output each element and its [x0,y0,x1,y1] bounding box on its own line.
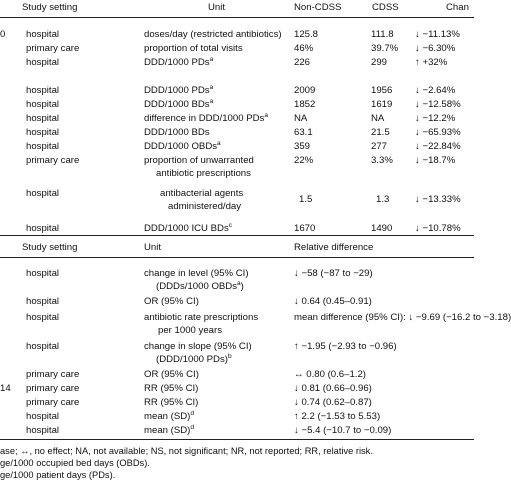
change-cell: ↓ −18.7% [415,155,456,166]
setting-cell: primary care [26,383,80,394]
footnote-marker: c [228,221,233,229]
footnote-marker: b [227,352,232,360]
setting-cell: primary care [26,43,80,54]
cdss-cell: 39.7% [371,43,399,54]
unit-cell [144,223,232,234]
non-cdss-cell: 359 [294,141,311,152]
relative-difference-cell: ↔ 0.80 (0.6–1.2) [294,369,366,380]
non-cdss-cell: 46% [294,43,314,54]
change-cell: ↓ −10.78% [415,223,461,234]
unit-cell: OR (95% CI) [144,369,199,380]
change-cell: ↑ +32% [415,57,448,68]
unit-text: (DDDs/1000 OBDs [156,281,238,292]
col-header-unit-2: Unit [144,242,162,253]
non-cdss-cell: 125.8 [294,29,319,40]
setting-cell: hospital [26,188,60,199]
non-cdss-cell: 1852 [294,99,316,110]
unit-cell-line2: per 1000 years [158,325,222,336]
setting-cell: hospital [26,411,60,422]
change-cell: ↓ −22.84% [415,141,461,152]
setting-cell: hospital [26,99,60,110]
setting-cell: hospital [26,85,60,96]
change-cell: ↓ −65.93% [415,127,461,138]
unit-cell: OR (95% CI) [144,296,199,307]
non-cdss-cell: 22% [294,155,314,166]
relative-difference-cell: mean difference (95% CI): ↓ −9.69 (−16.2 to −3.18) [294,312,511,323]
cdss-cell: 1490 [371,223,393,234]
setting-cell: hospital [26,127,60,138]
setting-cell: hospital [26,425,60,436]
non-cdss-cell: 1670 [294,223,316,234]
footnote-line: ge/1000 patient days (PDs). [0,470,116,480]
unit-cell [144,99,213,110]
unit-text: DDD/1000 ICU BDs [144,223,229,234]
col-header-non-cdss: Non-CDSS [294,2,342,13]
unit-cell [144,85,213,96]
col-header-unit: Unit [208,2,226,13]
unit-cell-line2: antibiotic prescriptions [156,168,251,179]
relative-difference-cell: ↓ 0.64 (0.45–0.91) [294,296,372,307]
col-header-setting-2: Study setting [22,242,78,253]
change-cell: ↓ −13.33% [415,194,461,205]
unit-text: DDD/1000 PDs [144,85,210,96]
unit-cell: RR (95% CI) [144,397,199,408]
unit-cell [144,113,268,124]
setting-cell: hospital [26,296,60,307]
table-bottom-rule [0,439,474,440]
col-header-cdss: CDSS [372,2,399,13]
relative-difference-cell: ↑ −1.95 (−2.93 to −0.96) [294,341,397,352]
cdss-cell: NA [371,113,385,124]
setting-cell: primary care [26,155,80,166]
setting-cell: hospital [26,57,60,68]
non-cdss-cell: 2009 [294,85,316,96]
relative-difference-cell: ↓ 0.74 (0.62–0.87) [294,397,372,408]
footnote-marker: d [190,409,195,417]
footnote-marker: a [209,97,214,105]
unit-text: DDD/1000 PDs [144,57,210,68]
setting-cell: hospital [26,312,60,323]
relative-difference-cell: ↑ 2.2 (−1.53 to 5.53) [294,411,381,422]
unit-cell-line2: administered/day [168,201,242,212]
cdss-cell: 3.3% [371,155,393,166]
setting-cell: hospital [26,341,60,352]
setting-cell: hospital [26,141,60,152]
unit-cell: proportion of unwarranted [144,155,254,166]
footnote-marker: a [264,111,268,119]
footnote-marker: a [237,279,241,287]
unit-text: mean (SD) [144,425,191,436]
footnote-marker: a [209,83,214,91]
unit-cell [144,425,194,436]
col-header-setting: Study setting [22,2,78,13]
change-cell: ↓ −12.2% [415,113,456,124]
unit-cell: change in level (95% CI) [144,268,249,279]
unit-cell: antibacterial agents [160,188,244,199]
setting-cell: primary care [26,369,80,380]
unit-cell [144,411,194,422]
relative-difference-cell: ↓ −5.4 (−10.7 to −0.09) [294,425,392,436]
cdss-cell: 1.3 [376,194,390,205]
study-ref: 14 [0,383,11,394]
header-rule [0,17,474,18]
unit-cell [144,57,213,68]
unit-cell [144,141,221,152]
unit-cell-line2 [156,281,244,292]
change-cell: ↓ −11.13% [415,29,460,40]
cdss-cell: 277 [371,141,388,152]
unit-text: (DDD/1000 PDs) [156,354,228,365]
unit-cell: proportion of total visits [144,43,243,54]
non-cdss-cell: 226 [294,57,311,68]
unit-text: difference in DDD/1000 PDs [144,113,265,124]
section-divider [0,235,474,236]
unit-text: DDD/1000 OBDs [144,141,218,152]
unit-cell: RR (95% CI) [144,383,199,394]
cdss-cell: 21.5 [371,127,390,138]
unit-cell: antibiotic rate prescriptions [144,312,259,323]
relative-difference-cell: ↓ 0.81 (0.66–0.96) [294,383,372,394]
relative-difference-cell: ↓ −58 (−87 to −29) [294,268,373,279]
setting-cell: hospital [26,113,60,124]
footnote-line: ge/1000 occupied bed days (OBDs). [0,458,150,468]
change-cell: ↓ −12.58% [415,99,461,110]
non-cdss-cell: 63.1 [294,127,313,138]
header-rule-2 [0,257,474,258]
footnote-marker: d [190,423,195,431]
unit-text: DDD/1000 BDs [144,99,210,110]
unit-cell: change in slope (95% CI) [144,341,252,352]
unit-text: mean (SD) [144,411,191,422]
setting-cell: hospital [26,268,60,279]
footnote-line: ase; ↔, no effect; NA, not available; NS, not significant; NR, not reported; RR, relative risk. [0,446,373,456]
setting-cell: hospital [26,223,60,234]
col-header-relative-difference: Relative difference [294,242,374,253]
cdss-cell: 1619 [371,99,393,110]
cdss-cell: 1956 [371,85,393,96]
cdss-cell: 111.8 [371,29,394,40]
unit-cell-line2 [156,354,232,365]
unit-cell: doses/day (restricted antibiotics) [144,29,282,40]
unit-text-tail: ) [240,281,244,292]
change-cell: ↓ −6.30% [415,43,456,54]
non-cdss-cell: 1.5 [299,194,313,205]
study-ref: 0 [0,29,6,40]
cdss-cell: 299 [371,57,388,68]
footnote-marker: a [209,55,214,63]
setting-cell: primary care [26,397,80,408]
non-cdss-cell: NA [294,113,308,124]
col-header-change: Chan [446,2,469,13]
unit-cell: DDD/1000 BDs [144,127,210,138]
setting-cell: hospital [26,29,60,40]
change-cell: ↓ −2.64% [415,85,456,96]
footnote-marker: a [217,139,221,147]
